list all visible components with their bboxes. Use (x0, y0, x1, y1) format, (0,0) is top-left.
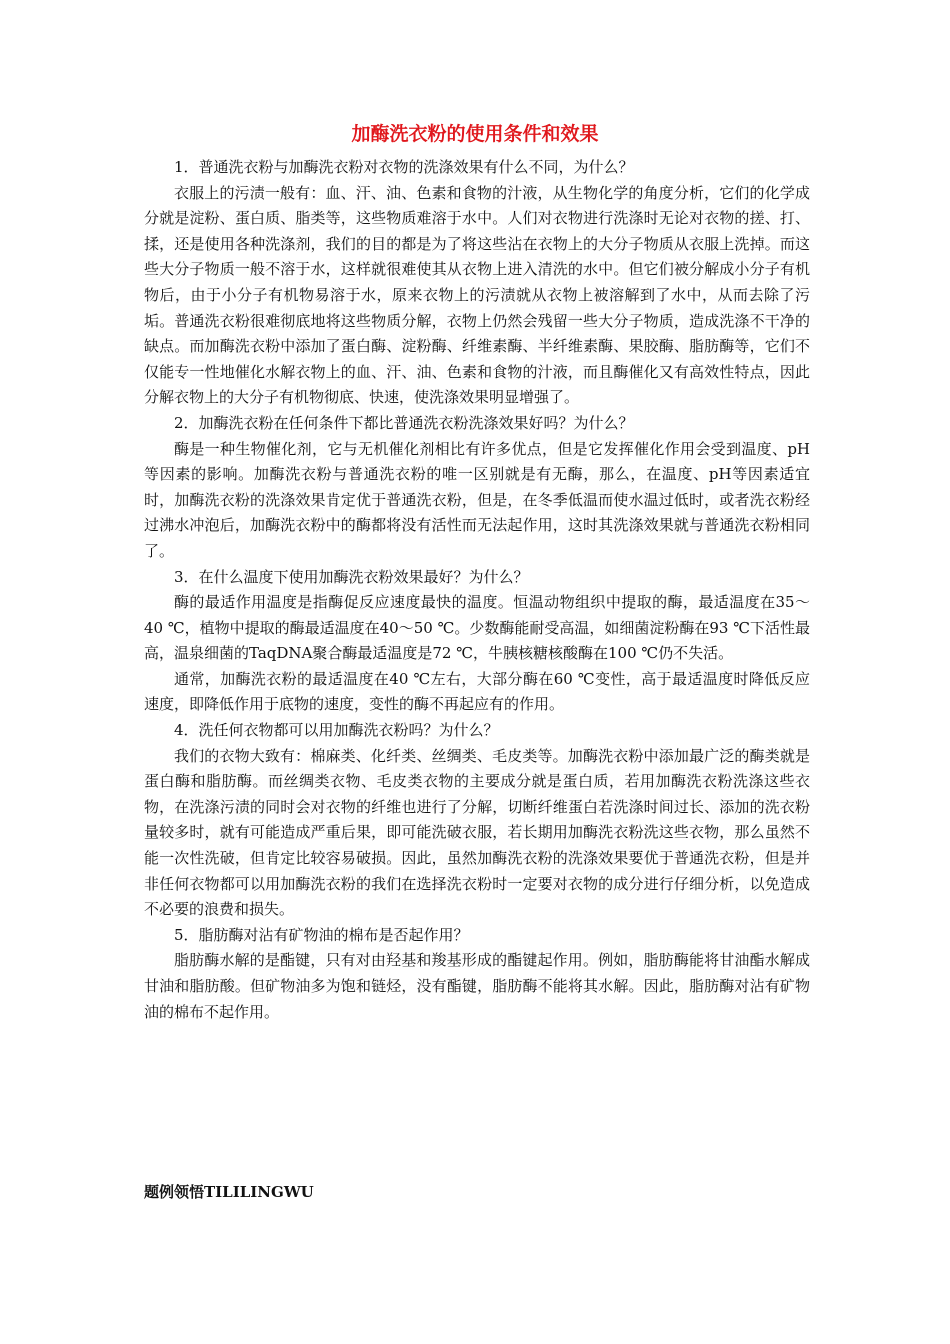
document-title: 加酶洗衣粉的使用条件和效果 (351, 123, 599, 145)
answer-2: 酶是一种生物催化剂，它与无机催化剂相比有许多优点，但是它发挥催化作用会受到温度、pH等因素的影响。加酶洗衣粉与普通洗衣粉的唯一区别就是有无酶，那么，在温度、pH等因素适宜时，加酶洗衣粉的洗涤效果肯定优于普通洗衣粉，但是，在冬季低温而使水温过低时，或者洗衣粉经过沸水冲泡后，加酶洗衣粉中的酶都将没有活性而无法起作用，这时其洗涤效果就与普通洗衣粉相同了。 (144, 439, 810, 560)
document-body (144, 155, 810, 1025)
answer-3-part-2: 通常，加酶洗衣粉的最适温度在40 ℃左右，大部分酶在60 ℃变性，高于最适温度时降低反应速度，即降低作用于底物的速度，变性的酶不再起应有的作用。 (144, 669, 810, 714)
answer-4: 我们的衣物大致有：棉麻类、化纤类、丝绸类、毛皮类等。加酶洗衣粉中添加最广泛的酶类就是蛋白酶和脂肪酶。而丝绸类衣物、毛皮类衣物的主要成分就是蛋白质，若用加酶洗衣粉洗涤这些衣物，在洗涤污渍的同时会对衣物的纤维也进行了分解，切断纤维蛋白若洗涤时间过长、添加的洗衣粉量较多时，就有可能造成严重后果，即可能洗破衣服，若长期用加酶洗衣粉洗这些衣物，那么虽然不能一次性洗破，但肯定比较容易破损。因此，虽然加酶洗衣粉的洗涤效果要优于普通洗衣粉，但是并非任何衣物都可以用加酶洗衣粉的我们在选择洗衣粉时一定要对衣物的成分进行仔细分析，以免造成不必要的浪费和损失。 (144, 746, 810, 919)
answer-5: 脂肪酶水解的是酯键，只有对由羟基和羧基形成的酯键起作用。例如，脂肪酶能将甘油酯水解成甘油和脂肪酸。但矿物油多为饱和链烃，没有酯键，脂肪酶不能将其水解。因此，脂肪酶对沾有矿物油的棉布不起作用。 (144, 951, 810, 1021)
question-1: 1．普通洗衣粉与加酶洗衣粉对衣物的洗涤效果有什么不同，为什么？ (174, 158, 634, 176)
question-2: 2．加酶洗衣粉在任何条件下都比普通洗衣粉洗涤效果好吗？为什么？ (174, 413, 634, 432)
question-3: 3．在什么温度下使用加酶洗衣粉效果最好？为什么？ (174, 567, 529, 586)
question-5: 5．脂肪酶对沾有矿物油的棉布是否起作用？ (174, 925, 469, 944)
section-heading: 题例领悟TILILINGWU (144, 1183, 314, 1201)
answer-1: 衣服上的污渍一般有：血、汗、油、色素和食物的汁液，从生物化学的角度分析，它们的化学成分就是淀粉、蛋白质、脂类等，这些物质难溶于水中。人们对衣物进行洗涤时无论对衣物的搓、打、揉，还是使用各种洗涤剂，我们的目的都是为了将这些沾在衣物上的大分子物质从衣服上洗掉。而这些大分子物质一般不溶于水，这样就很难使其从衣物上进入清洗的水中。但它们被分解成小分子有机物后，由于小分子有机物易溶于水，原来衣物上的污渍就从衣物上被溶解到了水中，从而去除了污垢。普通洗衣粉很难彻底地将这些物质分解，衣物上仍然会残留一些大分子物质，造成洗涤不干净的缺点。而加酶洗衣粉中添加了蛋白酶、淀粉酶、纤维素酶、半纤维素酶、果胶酶、脂肪酶等，它们不仅能专一性地催化水解衣物上的血、汗、油、色素和食物的汁液，而且酶催化又有高效性特点，因此分解衣物上的大分子有机物彻底、快速，使洗涤效果明显增强了。 (144, 183, 810, 407)
question-4: 4．洗任何衣物都可以用加酶洗衣粉吗？为什么？ (174, 721, 499, 740)
answer-3-part-1: 酶的最适作用温度是指酶促反应速度最快的温度。恒温动物组织中提取的酶，最适温度在35～40 ℃，植物中提取的酶最适温度在40～50 ℃。少数酶能耐受高温，如细菌淀粉酶在93 ℃下活性最高，温泉细菌的TaqDNA聚合酶最适温度是72 ℃，牛胰核糖核酸酶在100 ℃仍不失活。 (144, 593, 810, 663)
